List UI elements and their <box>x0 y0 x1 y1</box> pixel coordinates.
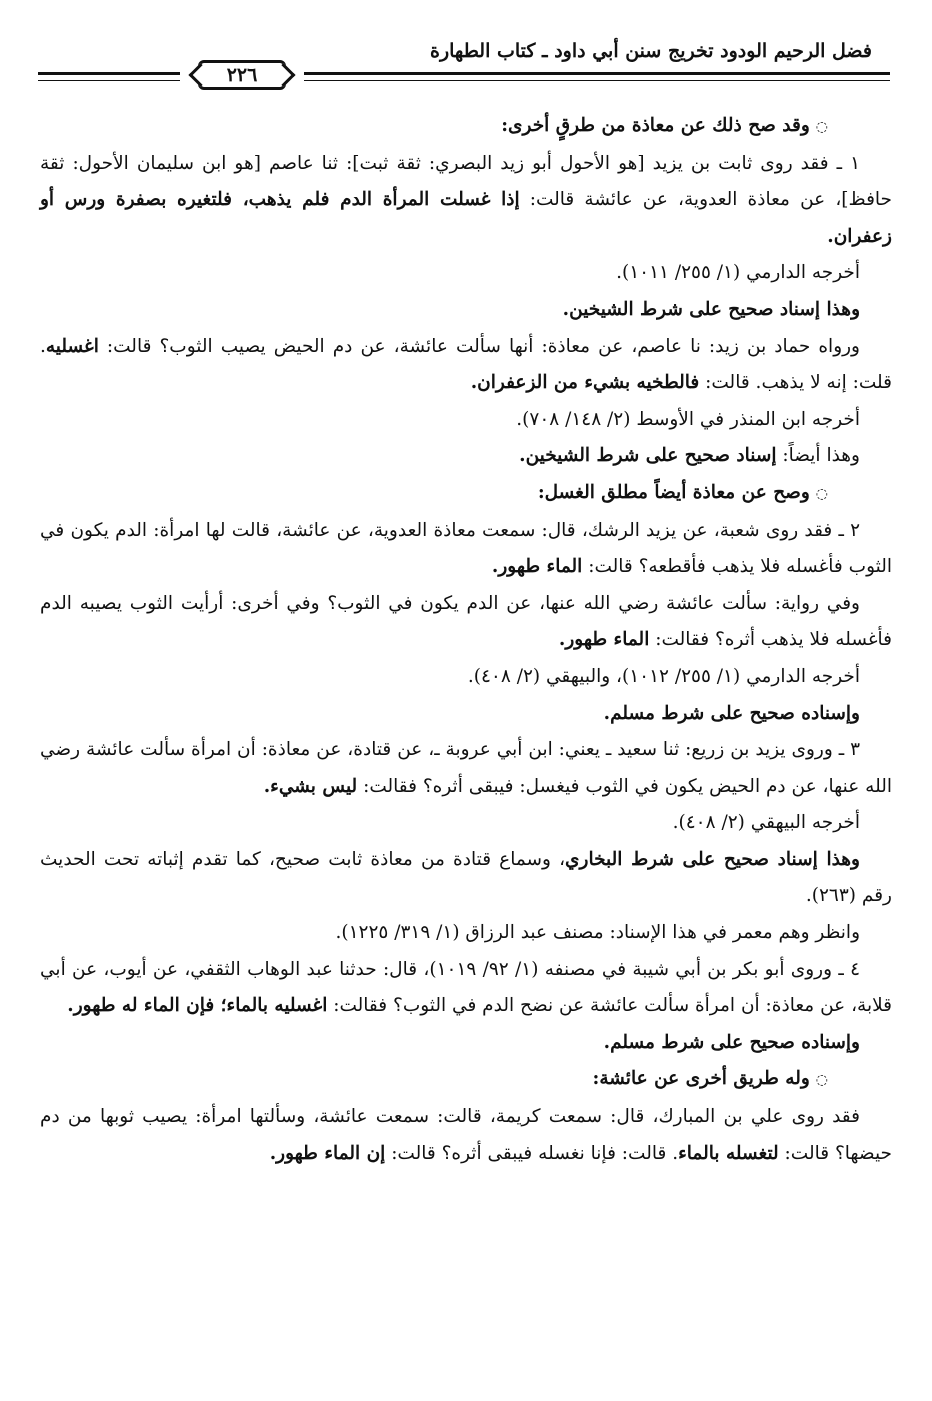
paragraph <box>40 438 892 475</box>
text-segment: ٢ ـ فقد روى شعبة، عن يزيد الرشك، قال: سمعت معاذة العدوية، عن عائشة، قالت لها امرأة: الدم يكون في الثوب فأغسله فلا يذهب فأقطعه؟ قالت: <box>40 519 892 578</box>
bullet-icon: ◌ <box>815 119 828 135</box>
text-segment: . قلت: إنه لا يذهب. قالت: <box>40 335 892 394</box>
bold-text: لتغسله بالماء <box>678 1142 779 1164</box>
text-segment: وانظر وهم معمر في هذا الإسناد: مصنف عبد الرزاق (١/ ٣١٩/ ١٢٢٥). <box>335 922 860 944</box>
paragraph <box>40 1025 892 1062</box>
bold-text: وإسناده صحيح على شرط مسلم. <box>603 702 860 724</box>
bold-text: وهذا إسناد صحيح على شرط البخاري <box>565 848 860 870</box>
page-number: ٢٢٦ <box>226 64 258 86</box>
paragraph <box>40 732 892 805</box>
text-segment: أخرجه البيهقي (٢/ ٤٠٨). <box>672 812 860 834</box>
text-segment: فقد روى علي بن المبارك، قال: سمعت كريمة، قالت: سمعت عائشة، وسألتها امرأة: يصيب ثوبها من دم حيضها؟ قالت: <box>40 1106 892 1164</box>
paragraph <box>40 292 892 329</box>
page-number-badge <box>198 60 286 90</box>
text-segment: وهذا أيضاً: <box>776 445 860 467</box>
bold-text: اغسليه بالماء؛ فإن الماء له طهور. <box>67 995 328 1017</box>
paragraph <box>40 513 892 586</box>
bold-text: وقد صح ذلك عن معاذة من طرقٍ أخرى: <box>501 115 810 136</box>
header-rule-thin <box>38 80 890 81</box>
bold-text: إذا غسلت المرأة الدم فلم يذهب، فلتغيره بصفرة ورس أو زعفران. <box>40 189 892 247</box>
running-header-title: فضل الرحيم الودود تخريج سنن أبي داود ـ كتاب الطهارة <box>430 40 872 62</box>
section-heading <box>40 108 892 146</box>
paragraph <box>40 915 892 952</box>
text-segment: ١ ـ فقد روى ثابت بن يزيد [هو الأحول أبو زيد البصري: ثقة ثبت]: ثنا عاصم [هو ابن سليمان الأحول: ثقة حافظ]، عن معاذة العدوية، عن عائشة قالت: <box>40 152 892 211</box>
bold-text: ليس بشيء. <box>263 775 358 797</box>
bullet-icon: ◌ <box>815 485 828 502</box>
bold-text: وله طريق أخرى عن عائشة: <box>592 1068 810 1090</box>
paragraph <box>40 805 892 842</box>
bold-text: إسناد صحيح على شرط الشيخين. <box>519 445 777 467</box>
bold-text: الماء طهور. <box>558 629 650 651</box>
section-heading <box>40 475 892 513</box>
paragraph <box>40 696 892 733</box>
bold-text: وهذا إسناد صحيح على شرط الشيخين. <box>562 298 860 320</box>
text-segment: أخرجه الدارمي (١/ ٢٥٥/ ١٠١٢)، والبيهقي (٢/ ٤٠٨). <box>467 665 860 687</box>
paragraph <box>40 659 892 696</box>
bold-text: الماء طهور. <box>491 556 583 578</box>
text-segment: أخرجه ابن المنذر في الأوسط (٢/ ١٤٨/ ٧٠٨). <box>516 408 860 430</box>
paragraph <box>40 842 892 915</box>
text-segment: ٤ ـ وروى أبو بكر بن أبي شيبة في مصنفه (١/ ٩٢/ ١٠١٩)، قال: حدثنا عبد الوهاب الثقفي، عن أيوب، عن أبي قلابة، عن معاذة: أن امرأة سألت عائشة عن نضح الدم في الثوب؟ فقالت: <box>40 958 892 1017</box>
paragraph <box>40 586 892 659</box>
paragraph <box>40 329 892 402</box>
bold-text: فالطخيه بشيء من الزعفران. <box>470 372 700 394</box>
paragraph <box>40 255 892 292</box>
text-segment: ، وسماع قتادة من معاذة ثابت صحيح، كما تقدم إثباته تحت الحديث رقم (٢٦٣). <box>40 848 892 907</box>
paragraph <box>40 402 892 439</box>
header-rule <box>38 72 890 75</box>
body-text <box>40 108 892 1172</box>
text-segment: . قالت: فإنا نغسله فيبقى أثره؟ قالت: <box>385 1142 679 1164</box>
text-segment: ورواه حماد بن زيد: نا عاصم، عن معاذة: أنها سألت عائشة، عن دم الحيض يصيب الثوب؟ قالت: <box>98 335 860 357</box>
paragraph <box>40 146 892 256</box>
paragraph <box>40 1099 892 1172</box>
bold-text: اغسليه <box>45 335 99 357</box>
bold-text: وإسناده صحيح على شرط مسلم. <box>603 1031 860 1053</box>
text-segment: وفي رواية: سألت عائشة رضي الله عنها، عن الدم يكون في الثوب؟ وفي أخرى: أرأيت الثوب يصيبه الدم فأغسله فلا يذهب أثره؟ فقالت: <box>40 592 892 651</box>
paragraph <box>40 952 892 1025</box>
bold-text: إن الماء طهور. <box>269 1142 386 1164</box>
bold-text: وصح عن معاذة أيضاً مطلق الغسل: <box>537 481 810 503</box>
section-heading <box>40 1061 892 1099</box>
bullet-icon: ◌ <box>815 1072 828 1089</box>
text-segment: أخرجه الدارمي (١/ ٢٥٥/ ١٠١١). <box>616 262 860 284</box>
text-segment: ٣ ـ وروى يزيد بن زريع: ثنا سعيد ـ يعني: ابن أبي عروبة ـ، عن قتادة، عن معاذة: أن امرأة سألت عائشة رضي الله عنها، عن دم الحيض يكون في الثوب فيغسل: فيبقى أثره؟ فقالت: <box>40 739 892 797</box>
